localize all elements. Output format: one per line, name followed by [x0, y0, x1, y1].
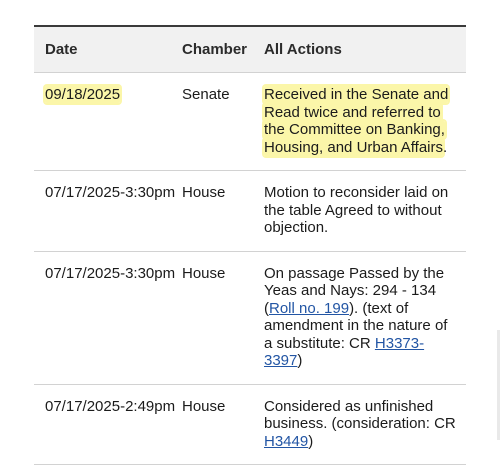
- chamber-cell: House: [182, 385, 264, 465]
- actions-table: [34, 25, 466, 465]
- action-date-cell: 07/17/2025-2:49pm: [34, 385, 182, 465]
- chamber-column-header: Chamber: [182, 41, 264, 58]
- action-date-cell: [34, 73, 182, 170]
- table-row: [34, 73, 466, 171]
- actions-column-header: All Actions: [264, 41, 466, 58]
- chamber-cell: House: [182, 252, 264, 384]
- action-text-cell: Received in the Senate and Read twice and referred to the Committee on Banking, Housing, and Urban Affairs.: [264, 73, 466, 170]
- action-text-part: ): [308, 433, 313, 450]
- action-text-part: Considered as unfinished business. (consideration: CR: [264, 398, 456, 433]
- action-date-cell: 07/17/2025-3:30pm: [34, 252, 182, 384]
- action-text-part: ): [297, 352, 302, 369]
- chamber-cell: Senate: [182, 73, 264, 170]
- congressional-record-link[interactable]: H3373-3397: [264, 335, 424, 370]
- roll-call-link[interactable]: Roll no. 199: [269, 300, 349, 317]
- table-row: [34, 385, 466, 465]
- table-header: [34, 27, 466, 73]
- table-row: [34, 171, 466, 252]
- table-row: [34, 252, 466, 385]
- action-text: Received in the Senate and Read twice and referred to the Committee on Banking, Housing, and Urban Affairs: [264, 86, 448, 156]
- chamber-cell: House: [182, 171, 264, 251]
- date-column-header: Date: [34, 41, 182, 58]
- action-text-cell: [264, 385, 466, 465]
- action-date: 09/18/2025: [45, 86, 120, 103]
- action-text-cell: [264, 252, 466, 384]
- action-text-cell: Motion to reconsider laid on the table Agreed to without objection.: [264, 171, 466, 251]
- congressional-record-link[interactable]: H3449: [264, 433, 308, 450]
- action-text-part: On passage Passed by the Yeas and Nays: 294 - 134 (: [264, 265, 444, 317]
- action-text-part: ). (text of amendment in the nature of a substitute: CR: [264, 300, 447, 352]
- action-date-cell: 07/17/2025-3:30pm: [34, 171, 182, 251]
